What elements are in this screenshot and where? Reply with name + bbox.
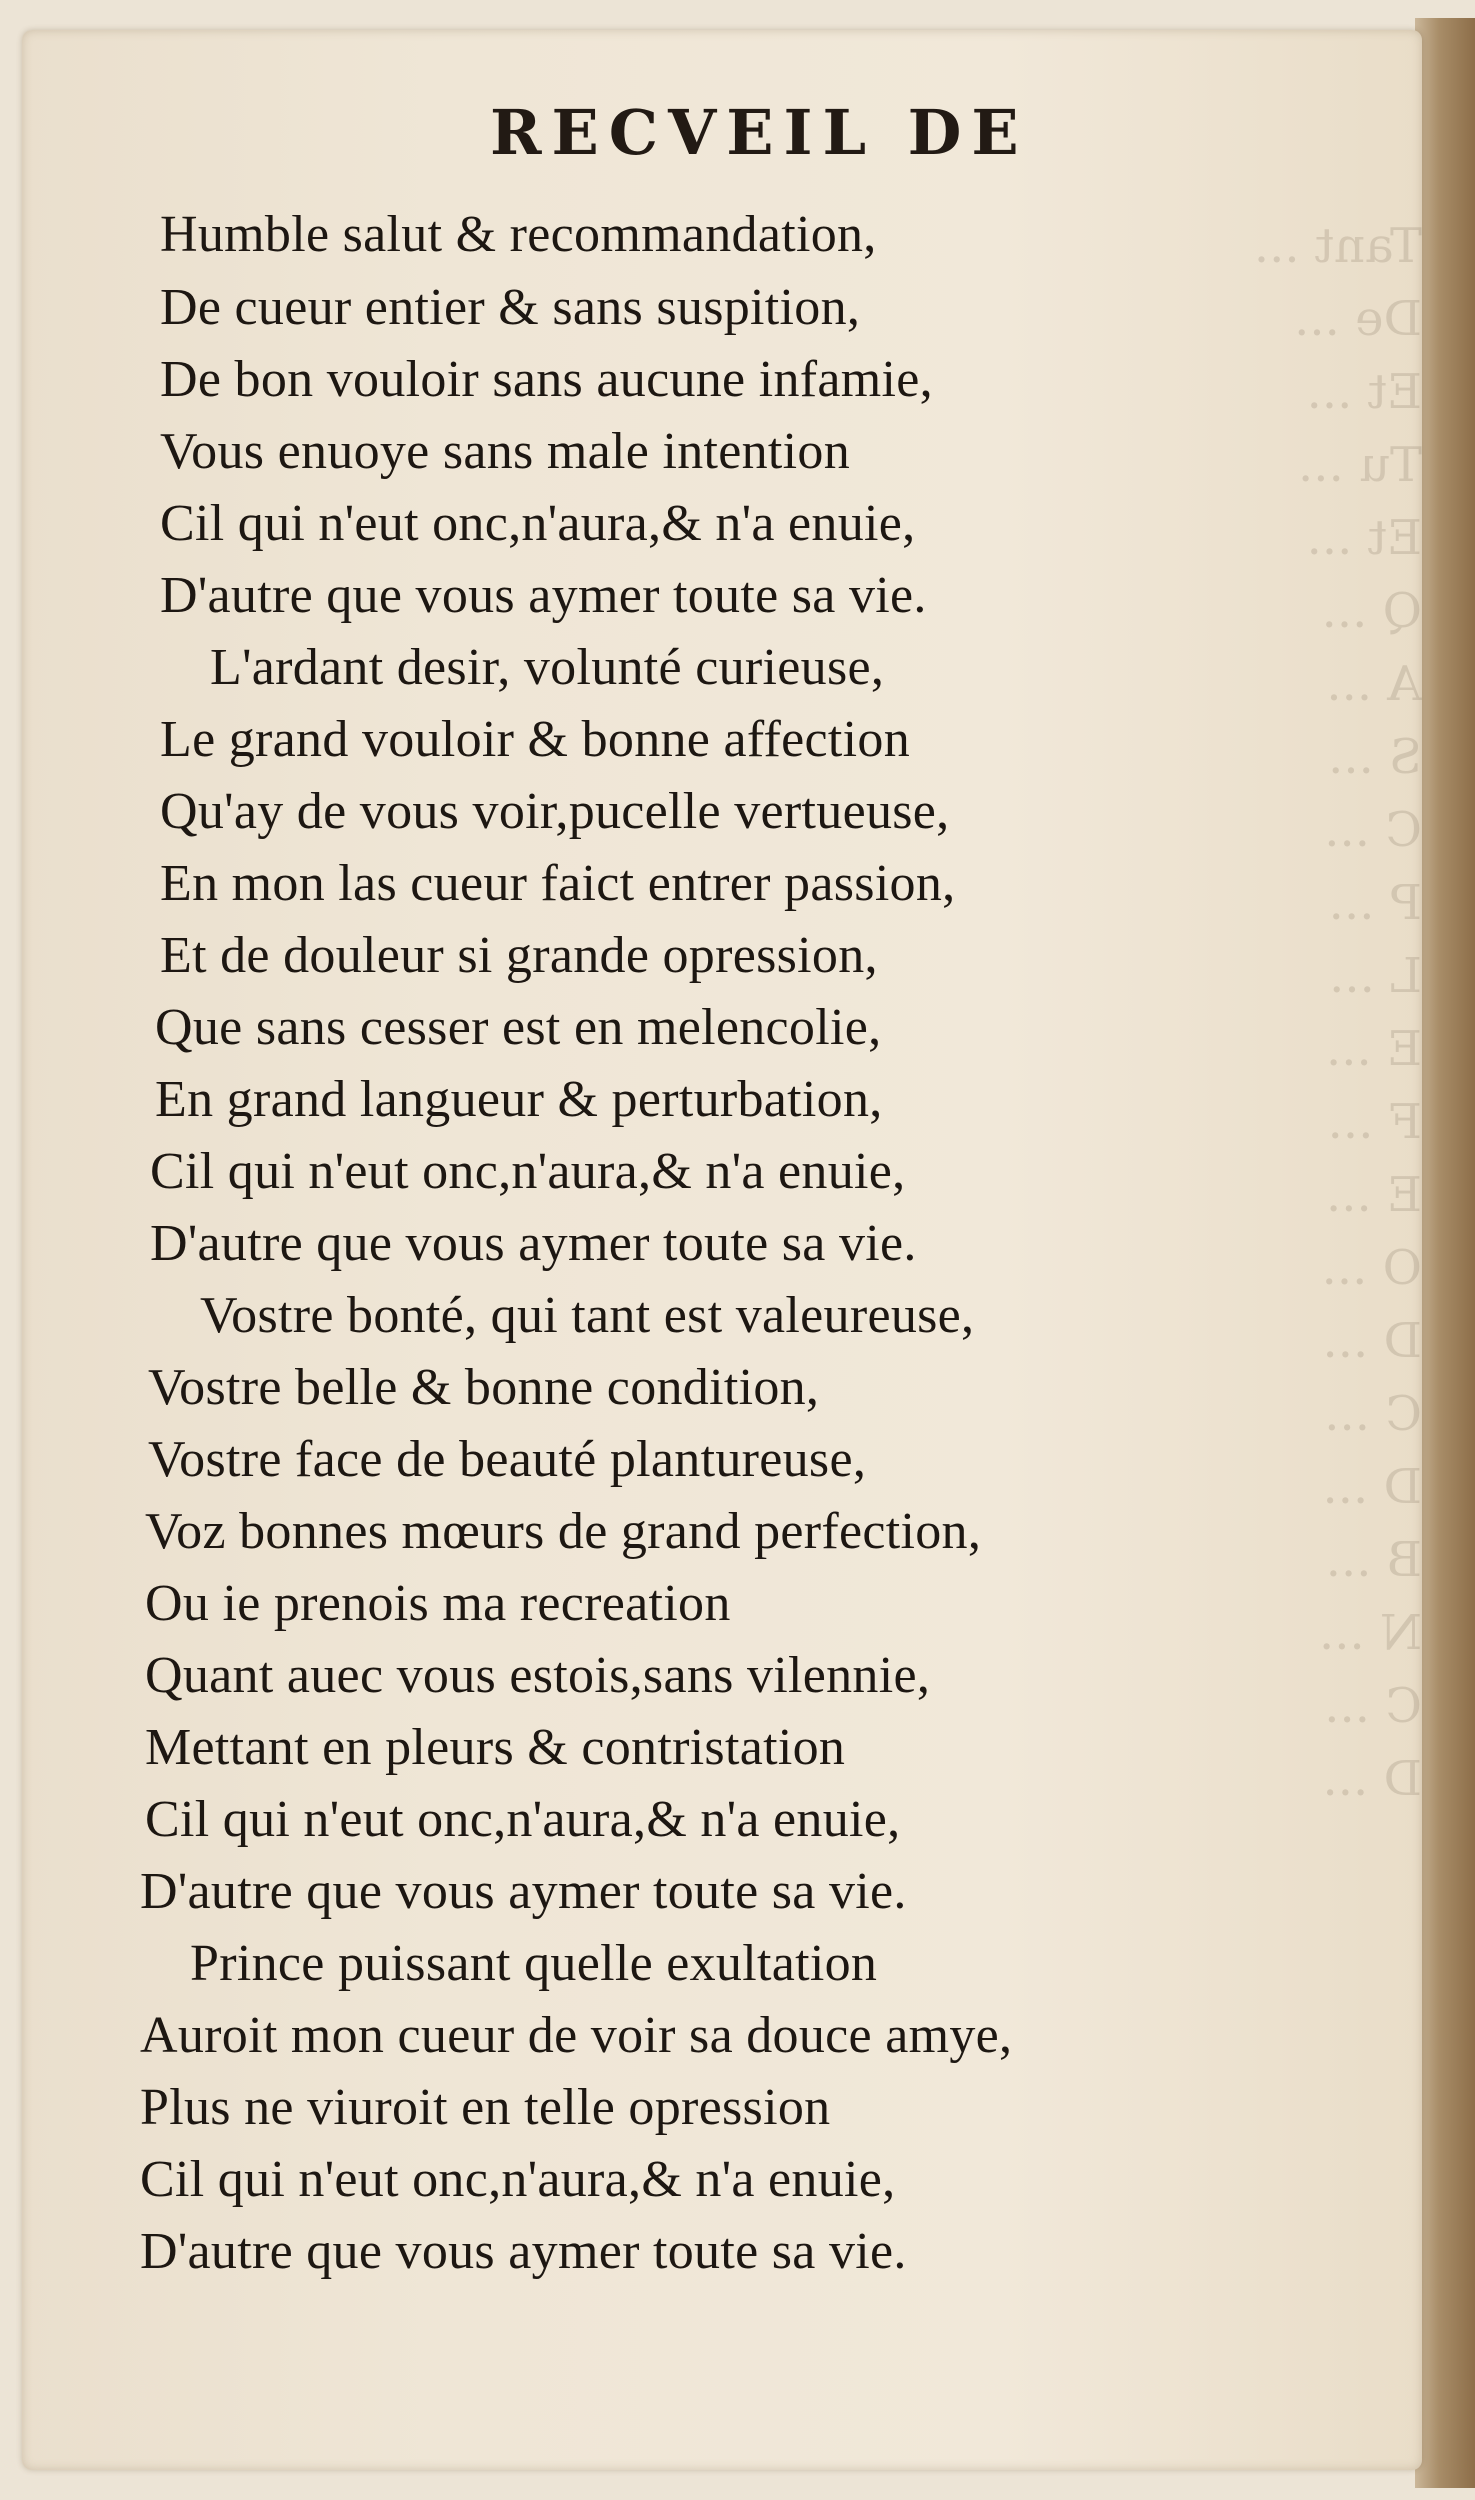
poem-line: Plus ne viuroit en telle opression bbox=[140, 2079, 831, 2136]
show-through-text: Tant ... De ... Et ... Tu ... Et ... Q ... A ... S ... C ... P ... L ... E ... F ... E ... O ... D ... C ... D ... B ... N ... C ... D ... bbox=[1253, 218, 1422, 1807]
poem-line: Cil qui n'eut onc,n'aura,& n'a enuie, bbox=[145, 1791, 901, 1848]
poem-line: De cueur entier & sans suspition, bbox=[160, 279, 861, 336]
poem-line: Cil qui n'eut onc,n'aura,& n'a enuie, bbox=[150, 1143, 906, 1200]
poem-line: En grand langueur & perturbation, bbox=[155, 1071, 883, 1128]
poem-line: D'autre que vous aymer toute sa vie. bbox=[150, 1215, 917, 1272]
poem-line: En mon las cueur faict entrer passion, bbox=[160, 855, 956, 912]
poem-line: Vostre belle & bonne condition, bbox=[148, 1359, 820, 1416]
poem-line: Vous enuoye sans male intention bbox=[160, 423, 851, 480]
poem-line: Vostre face de beauté plantureuse, bbox=[148, 1431, 867, 1488]
poem-line: Auroit mon cueur de voir sa douce amye, bbox=[140, 2007, 1013, 2064]
poem-line: D'autre que vous aymer toute sa vie. bbox=[140, 2223, 907, 2280]
poem-line: L'ardant desir, volunté curieuse, bbox=[210, 639, 885, 696]
poem-line: Le grand vouloir & bonne affection bbox=[160, 711, 911, 768]
poem-line: De bon vouloir sans aucune infamie, bbox=[160, 351, 933, 408]
poem-line: Quant auec vous estois,sans vilennie, bbox=[145, 1647, 931, 1704]
poem-line: D'autre que vous aymer toute sa vie. bbox=[160, 567, 927, 624]
poem-line: Ou ie prenois ma recreation bbox=[145, 1575, 731, 1632]
poem-line: Voz bonnes mœurs de grand perfection, bbox=[145, 1503, 982, 1560]
poem-line: Humble salut & recommandation, bbox=[160, 206, 877, 263]
running-header: RECVEIL DE bbox=[490, 96, 1029, 169]
poem-line: Que sans cesser est en melencolie, bbox=[155, 999, 882, 1056]
poem-line: Vostre bonté, qui tant est valeureuse, bbox=[200, 1287, 975, 1344]
poem-line: Qu'ay de vous voir,pucelle vertueuse, bbox=[160, 783, 950, 840]
poem-line: Mettant en pleurs & contristation bbox=[145, 1719, 846, 1776]
poem-line: D'autre que vous aymer toute sa vie. bbox=[140, 1863, 907, 1920]
poem-line: Prince puissant quelle exultation bbox=[190, 1935, 878, 1992]
poem-line: Cil qui n'eut onc,n'aura,& n'a enuie, bbox=[160, 495, 916, 552]
poem-line: Cil qui n'eut onc,n'aura,& n'a enuie, bbox=[140, 2151, 896, 2208]
poem-line: Et de douleur si grande opression, bbox=[160, 927, 878, 984]
adjacent-page-edge bbox=[1415, 18, 1475, 2488]
